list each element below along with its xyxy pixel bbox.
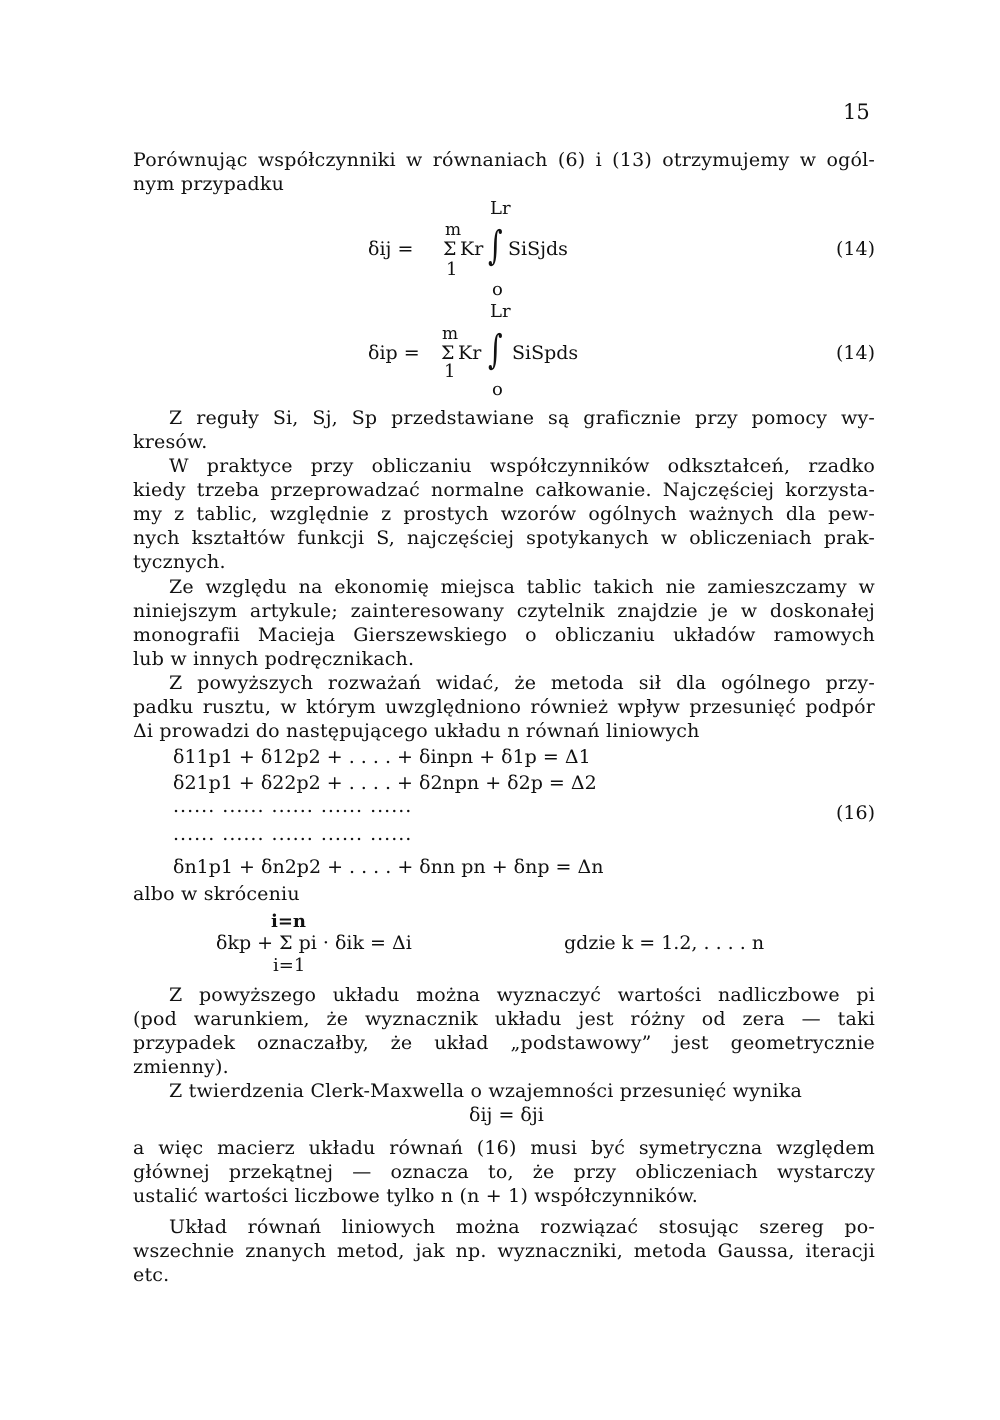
sigma-symbol: Σ bbox=[443, 238, 457, 260]
equation-number: (14) bbox=[835, 238, 875, 260]
sum-upper-index: m bbox=[442, 324, 459, 344]
sum-lower-index: 1 bbox=[444, 361, 456, 382]
sum-upper-bound: i=n bbox=[271, 911, 307, 932]
sum-lower-bound: i=1 bbox=[273, 955, 306, 976]
paragraph-10-line-1: Układ równań liniowych można rozwiązać stosując szereg po- bbox=[169, 1216, 875, 1238]
paragraph-7-line-1: Z powyższego układu można wyznaczyć wartości nadliczbowe pi bbox=[169, 984, 875, 1006]
equation-row-2: δ21p1 + δ22p2 + . . . . + δ2npn + δ2p = Δ2 bbox=[173, 772, 597, 794]
sum-upper-index: m bbox=[445, 220, 462, 240]
sigma-symbol: Σ bbox=[441, 342, 455, 364]
paragraph-5-line-1: Z powyższych rozważań widać, że metoda sił dla ogólnego przy- bbox=[169, 672, 875, 694]
paragraph-2-line-1: Z reguły Si, Sj, Sp przedstawiane są graficznie przy pomocy wy- bbox=[169, 407, 875, 429]
paragraph-4-line-2: niniejszym artykule; zainteresowany czytelnik znajdzie je w doskonałej bbox=[133, 600, 875, 622]
paragraph-4-line-1: Ze względu na ekonomię miejsca tablic takich nie zamieszczamy w bbox=[169, 576, 875, 598]
paragraph-9-line-3: ustalić wartości liczbowe tylko n (n + 1) współczynników. bbox=[133, 1185, 699, 1207]
paragraph-5-line-2: padku rusztu, w którym uwzględniono również wpływ przesunięć podpór bbox=[133, 696, 875, 718]
integral-sign: ∫ bbox=[488, 223, 503, 269]
paragraph-7-line-3: przypadek oznaczałby, że układ „podstawowy” jest geometrycznie bbox=[133, 1032, 875, 1054]
index-range: gdzie k = 1.2, . . . . n bbox=[564, 932, 765, 954]
integral-upper-limit: Lr bbox=[490, 198, 511, 219]
paragraph-5-line-3: Δi prowadzi do następującego układu n równań liniowych bbox=[133, 720, 700, 742]
equation-main: δkp + Σ pi · δik = Δi bbox=[216, 932, 412, 954]
equation-number: (14) bbox=[835, 342, 875, 364]
paragraph-8-line-1: Z twierdzenia Clerk-Maxwella o wzajemności przesunięć wynika bbox=[169, 1080, 802, 1102]
paragraph-3-line-1: W praktyce przy obliczaniu współczynników odkształceń, rzadko bbox=[169, 455, 875, 477]
paragraph-3-line-5: tycznych. bbox=[133, 551, 226, 573]
coefficient-kr: Kr bbox=[458, 342, 482, 364]
integral-lower-limit: o bbox=[492, 279, 503, 300]
page-number: 15 bbox=[843, 100, 870, 124]
integrand: SiSpds bbox=[512, 342, 579, 364]
integral-sign: ∫ bbox=[488, 327, 503, 373]
paragraph-9-line-2: głównej przekątnej — oznacza to, że przy obliczeniach wystarczy bbox=[133, 1161, 875, 1183]
equation-lhs: δip = bbox=[368, 342, 420, 364]
sum-lower-index: 1 bbox=[446, 259, 458, 280]
integrand: SiSjds bbox=[508, 238, 568, 260]
paragraph-4-line-3: monografii Macieja Gierszewskiego o obliczaniu układów ramowych bbox=[133, 624, 875, 646]
paragraph-6-line-1: albo w skróceniu bbox=[133, 883, 300, 905]
paragraph-3-line-4: nych kształtów funkcji S, najczęściej spotykanych w obliczeniach prak- bbox=[133, 527, 875, 549]
paragraph-3-line-3: my z tablic, względnie z prostych wzorów ogólnych ważnych dla pew- bbox=[133, 503, 875, 525]
paragraph-10-line-2: wszechnie znanych metod, jak np. wyznaczniki, metoda Gaussa, iteracji bbox=[133, 1240, 875, 1262]
integral-upper-limit: Lr bbox=[490, 301, 511, 322]
paragraph-3-line-2: kiedy trzeba przeprowadzać normalne całkowanie. Najczęściej korzysta- bbox=[133, 479, 875, 501]
integral-lower-limit: o bbox=[492, 379, 503, 400]
equation-row-n: δn1p1 + δn2p2 + . . . . + δnn pn + δnp = Δn bbox=[173, 856, 604, 878]
paragraph-7-line-4: zmienny). bbox=[133, 1056, 229, 1078]
equation-number: (16) bbox=[835, 802, 875, 824]
paragraph-7-line-2: (pod warunkiem, że wyznacznik układu jest różny od zera — taki bbox=[133, 1008, 875, 1030]
paragraph-2-line-2: kresów. bbox=[133, 431, 208, 453]
paragraph-1-line-2: nym przypadku bbox=[133, 173, 285, 195]
equation-row-1: δ11p1 + δ12p2 + . . . . + δinpn + δ1p = Δ1 bbox=[173, 746, 591, 768]
equation-lhs: δij = bbox=[368, 238, 414, 260]
ellipsis-row-2: ...... ...... ...... ...... ...... bbox=[173, 823, 413, 845]
paragraph-10-line-3: etc. bbox=[133, 1264, 170, 1286]
symmetry-equation: δij = δji bbox=[469, 1104, 544, 1126]
ellipsis-row-1: ...... ...... ...... ...... ...... bbox=[173, 795, 413, 817]
paragraph-4-line-4: lub w innych podręcznikach. bbox=[133, 648, 415, 670]
coefficient-kr: Kr bbox=[460, 238, 484, 260]
paragraph-1-line-1: Porównując współczynniki w równaniach (6) i (13) otrzymujemy w ogól- bbox=[133, 149, 875, 171]
paragraph-9-line-1: a więc macierz układu równań (16) musi być symetryczna względem bbox=[133, 1137, 875, 1159]
